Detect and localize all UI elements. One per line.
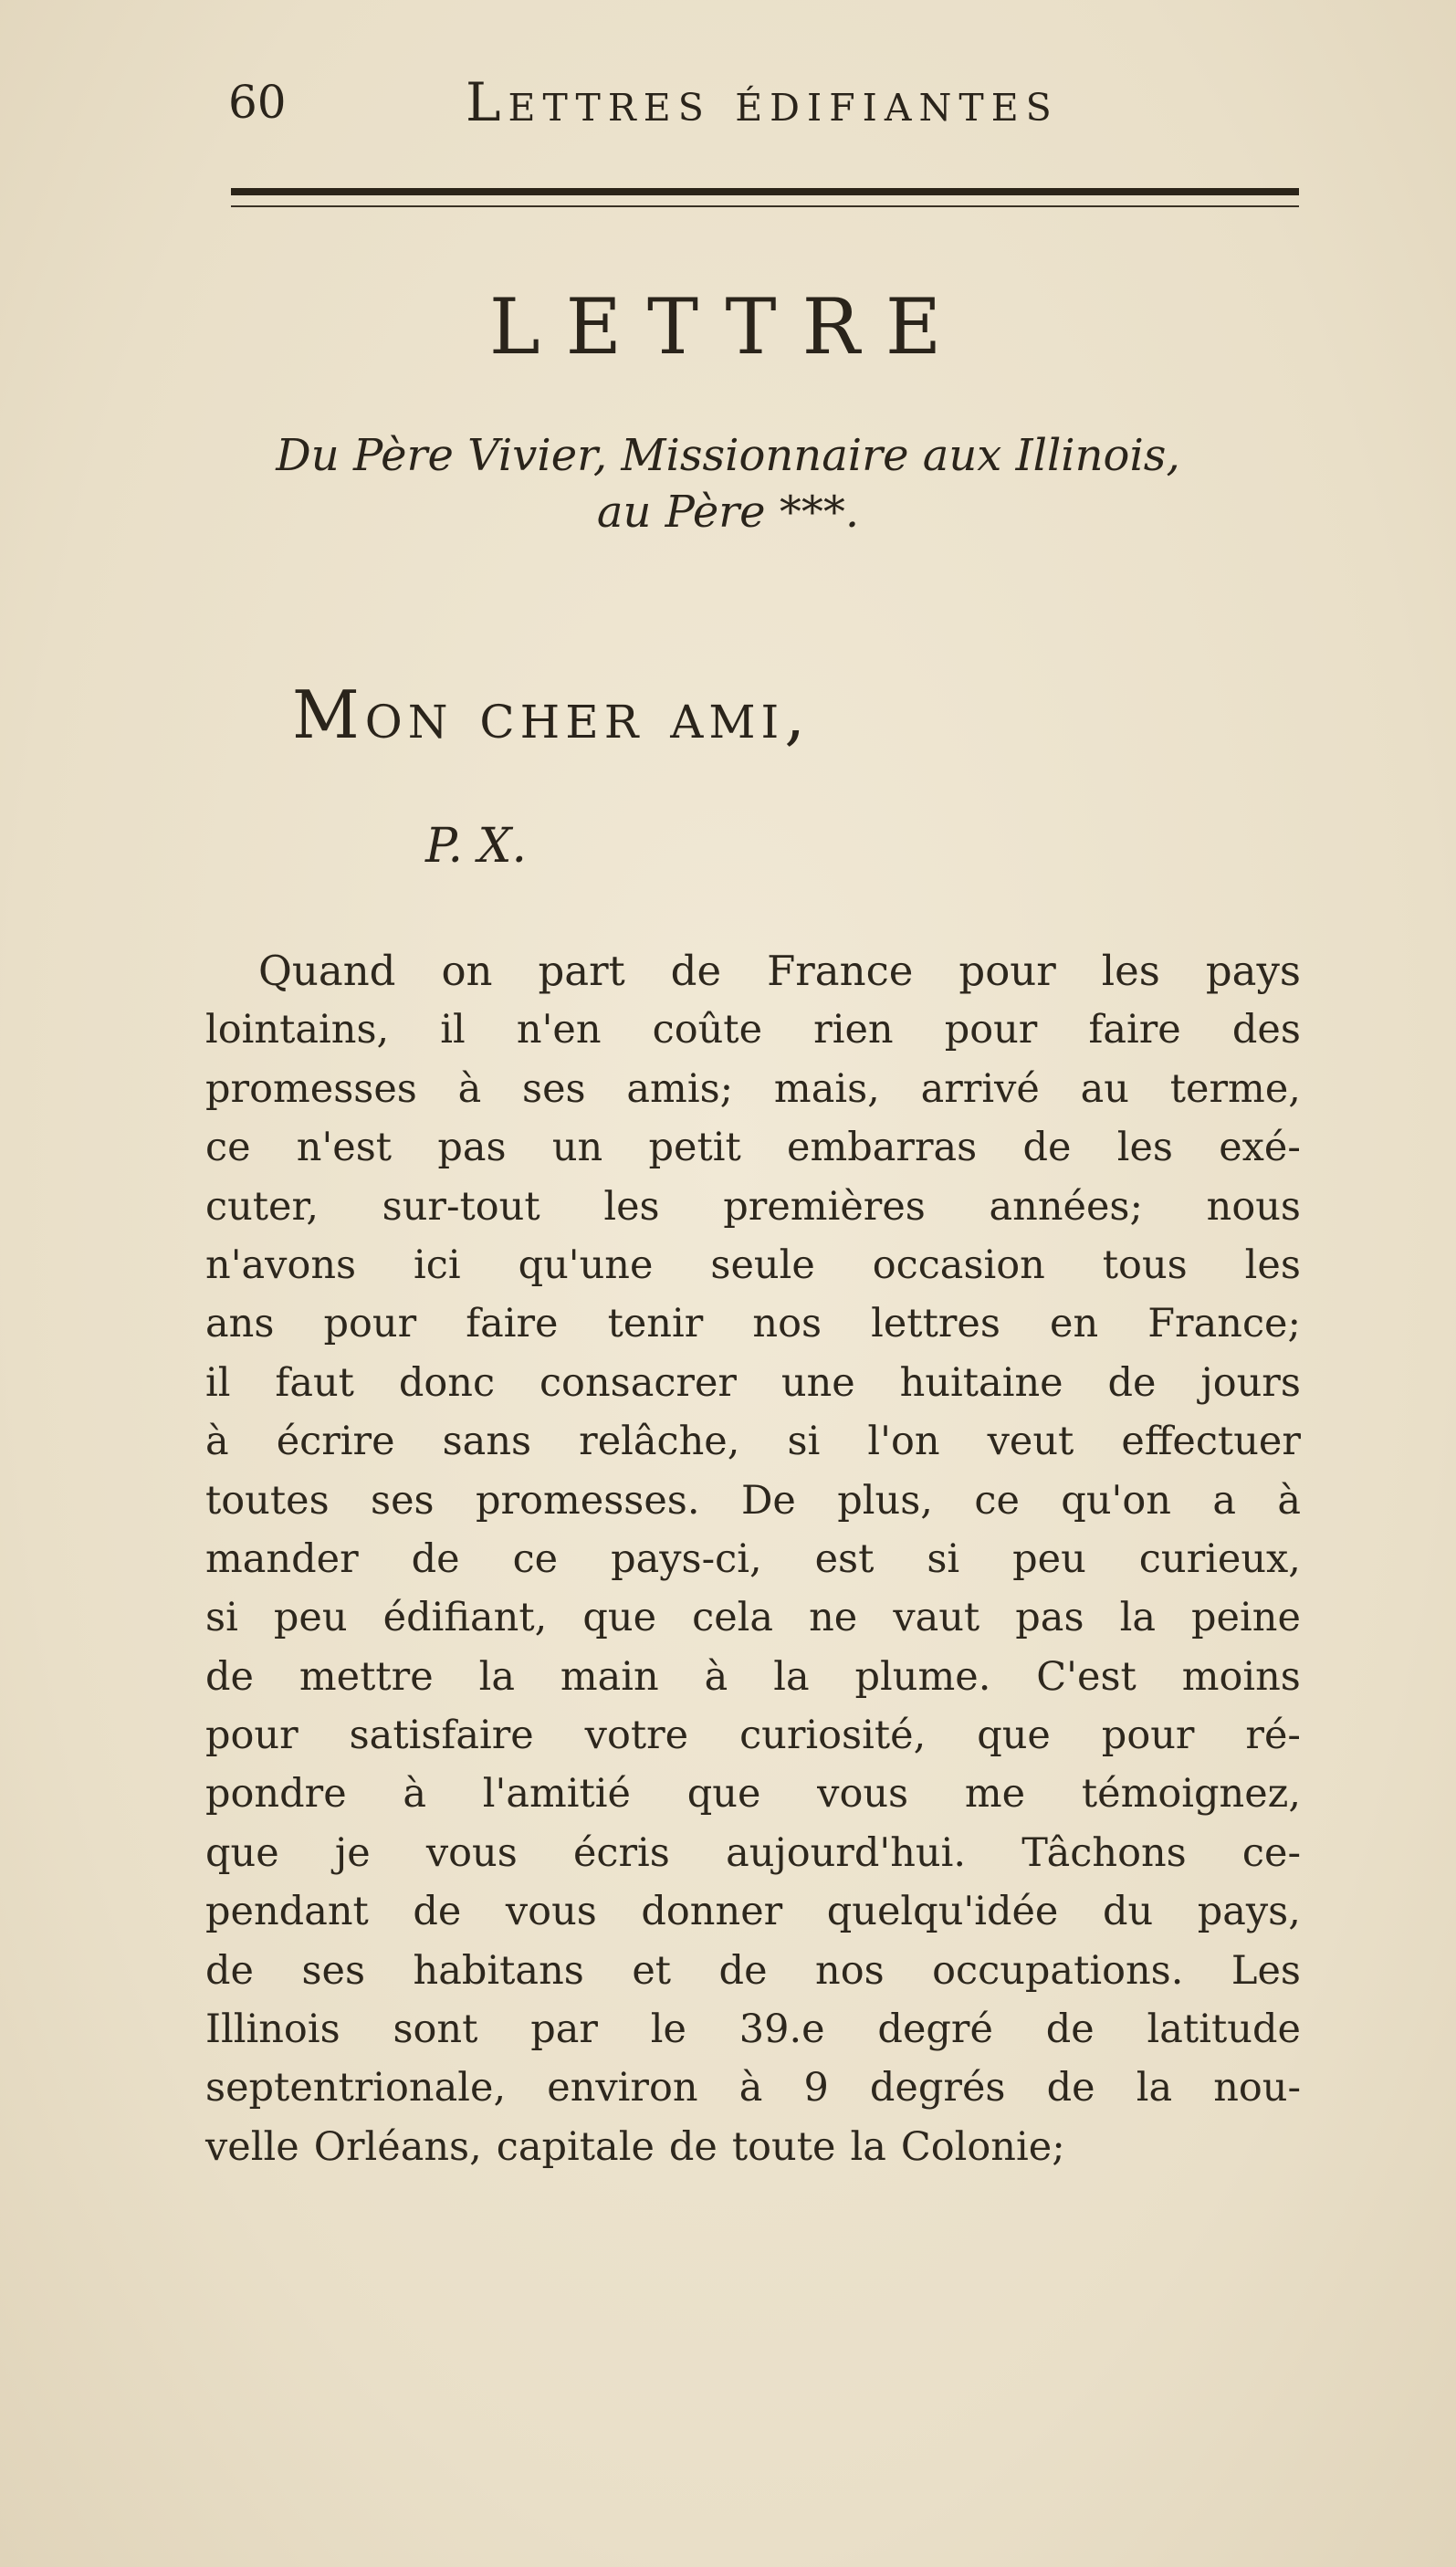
text-line: pour satisfaire votre curiosité, que pour ré- <box>205 1713 1301 1759</box>
text-line: lointains, il n'en coûte rien pour faire des <box>205 1007 1301 1053</box>
text-line: septentrionale, environ à 9 degrés de la nou- <box>205 2065 1301 2111</box>
text-line: pendant de vous donner quelqu'idée du pays, <box>205 1889 1301 1935</box>
page-header <box>228 66 1305 139</box>
page-number: 60 <box>228 76 287 129</box>
text-line: ans pour faire tenir nos lettres en France; <box>205 1301 1301 1347</box>
subtitle-line-2: au Père ***. <box>596 487 860 538</box>
salutation: Mon cher ami, <box>292 676 812 753</box>
text-line: si peu édifiant, que cela ne vaut pas la peine <box>205 1595 1301 1641</box>
text-line: mander de ce pays-ci, est si peu curieux, <box>205 1535 1301 1582</box>
text-line: Quand on part de France pour les pays <box>258 947 1301 995</box>
text-line: promesses à ses amis; mais, arrivé au terme, <box>205 1065 1301 1112</box>
text-line: toutes ses promesses. De plus, ce qu'on a à <box>205 1477 1301 1524</box>
subtitle-line-1: Du Père Vivier, Missionnaire aux Illinois, <box>276 430 1180 481</box>
text-line: de ses habitans et de nos occupations. Les <box>205 1947 1301 1994</box>
text-line: il faut donc consacrer une huitaine de jours <box>205 1359 1301 1406</box>
text-line: n'avons ici qu'une seule occasion tous les <box>205 1242 1301 1288</box>
text-line: de mettre la main à la plume. C'est moins <box>205 1653 1301 1700</box>
running-title: Lettres édifiantes <box>466 71 1059 133</box>
text-line: que je vous écris aujourd'hui. Tâchons ce- <box>205 1829 1301 1876</box>
letter-heading: LETTRE <box>488 282 968 372</box>
text-line: velle Orléans, capitale de toute la Colonie; <box>205 2123 1065 2170</box>
text-line: cuter, sur-tout les premières années; nous <box>205 1183 1301 1230</box>
text-line: ce n'est pas un petit embarras de les exé- <box>205 1125 1301 1171</box>
text-line: Illinois sont par le 39.e degré de latitude <box>205 2006 1301 2053</box>
letter-subtitle <box>128 427 1328 540</box>
text-line: à écrire sans relâche, si l'on veut effectuer <box>205 1419 1301 1465</box>
header-rule-thin <box>231 205 1299 207</box>
signature-initials: P. X. <box>425 819 528 874</box>
header-rule-thick <box>231 188 1299 195</box>
body-text <box>205 942 1301 2176</box>
text-line: pondre à l'amitié que vous me témoignez, <box>205 1771 1301 1818</box>
